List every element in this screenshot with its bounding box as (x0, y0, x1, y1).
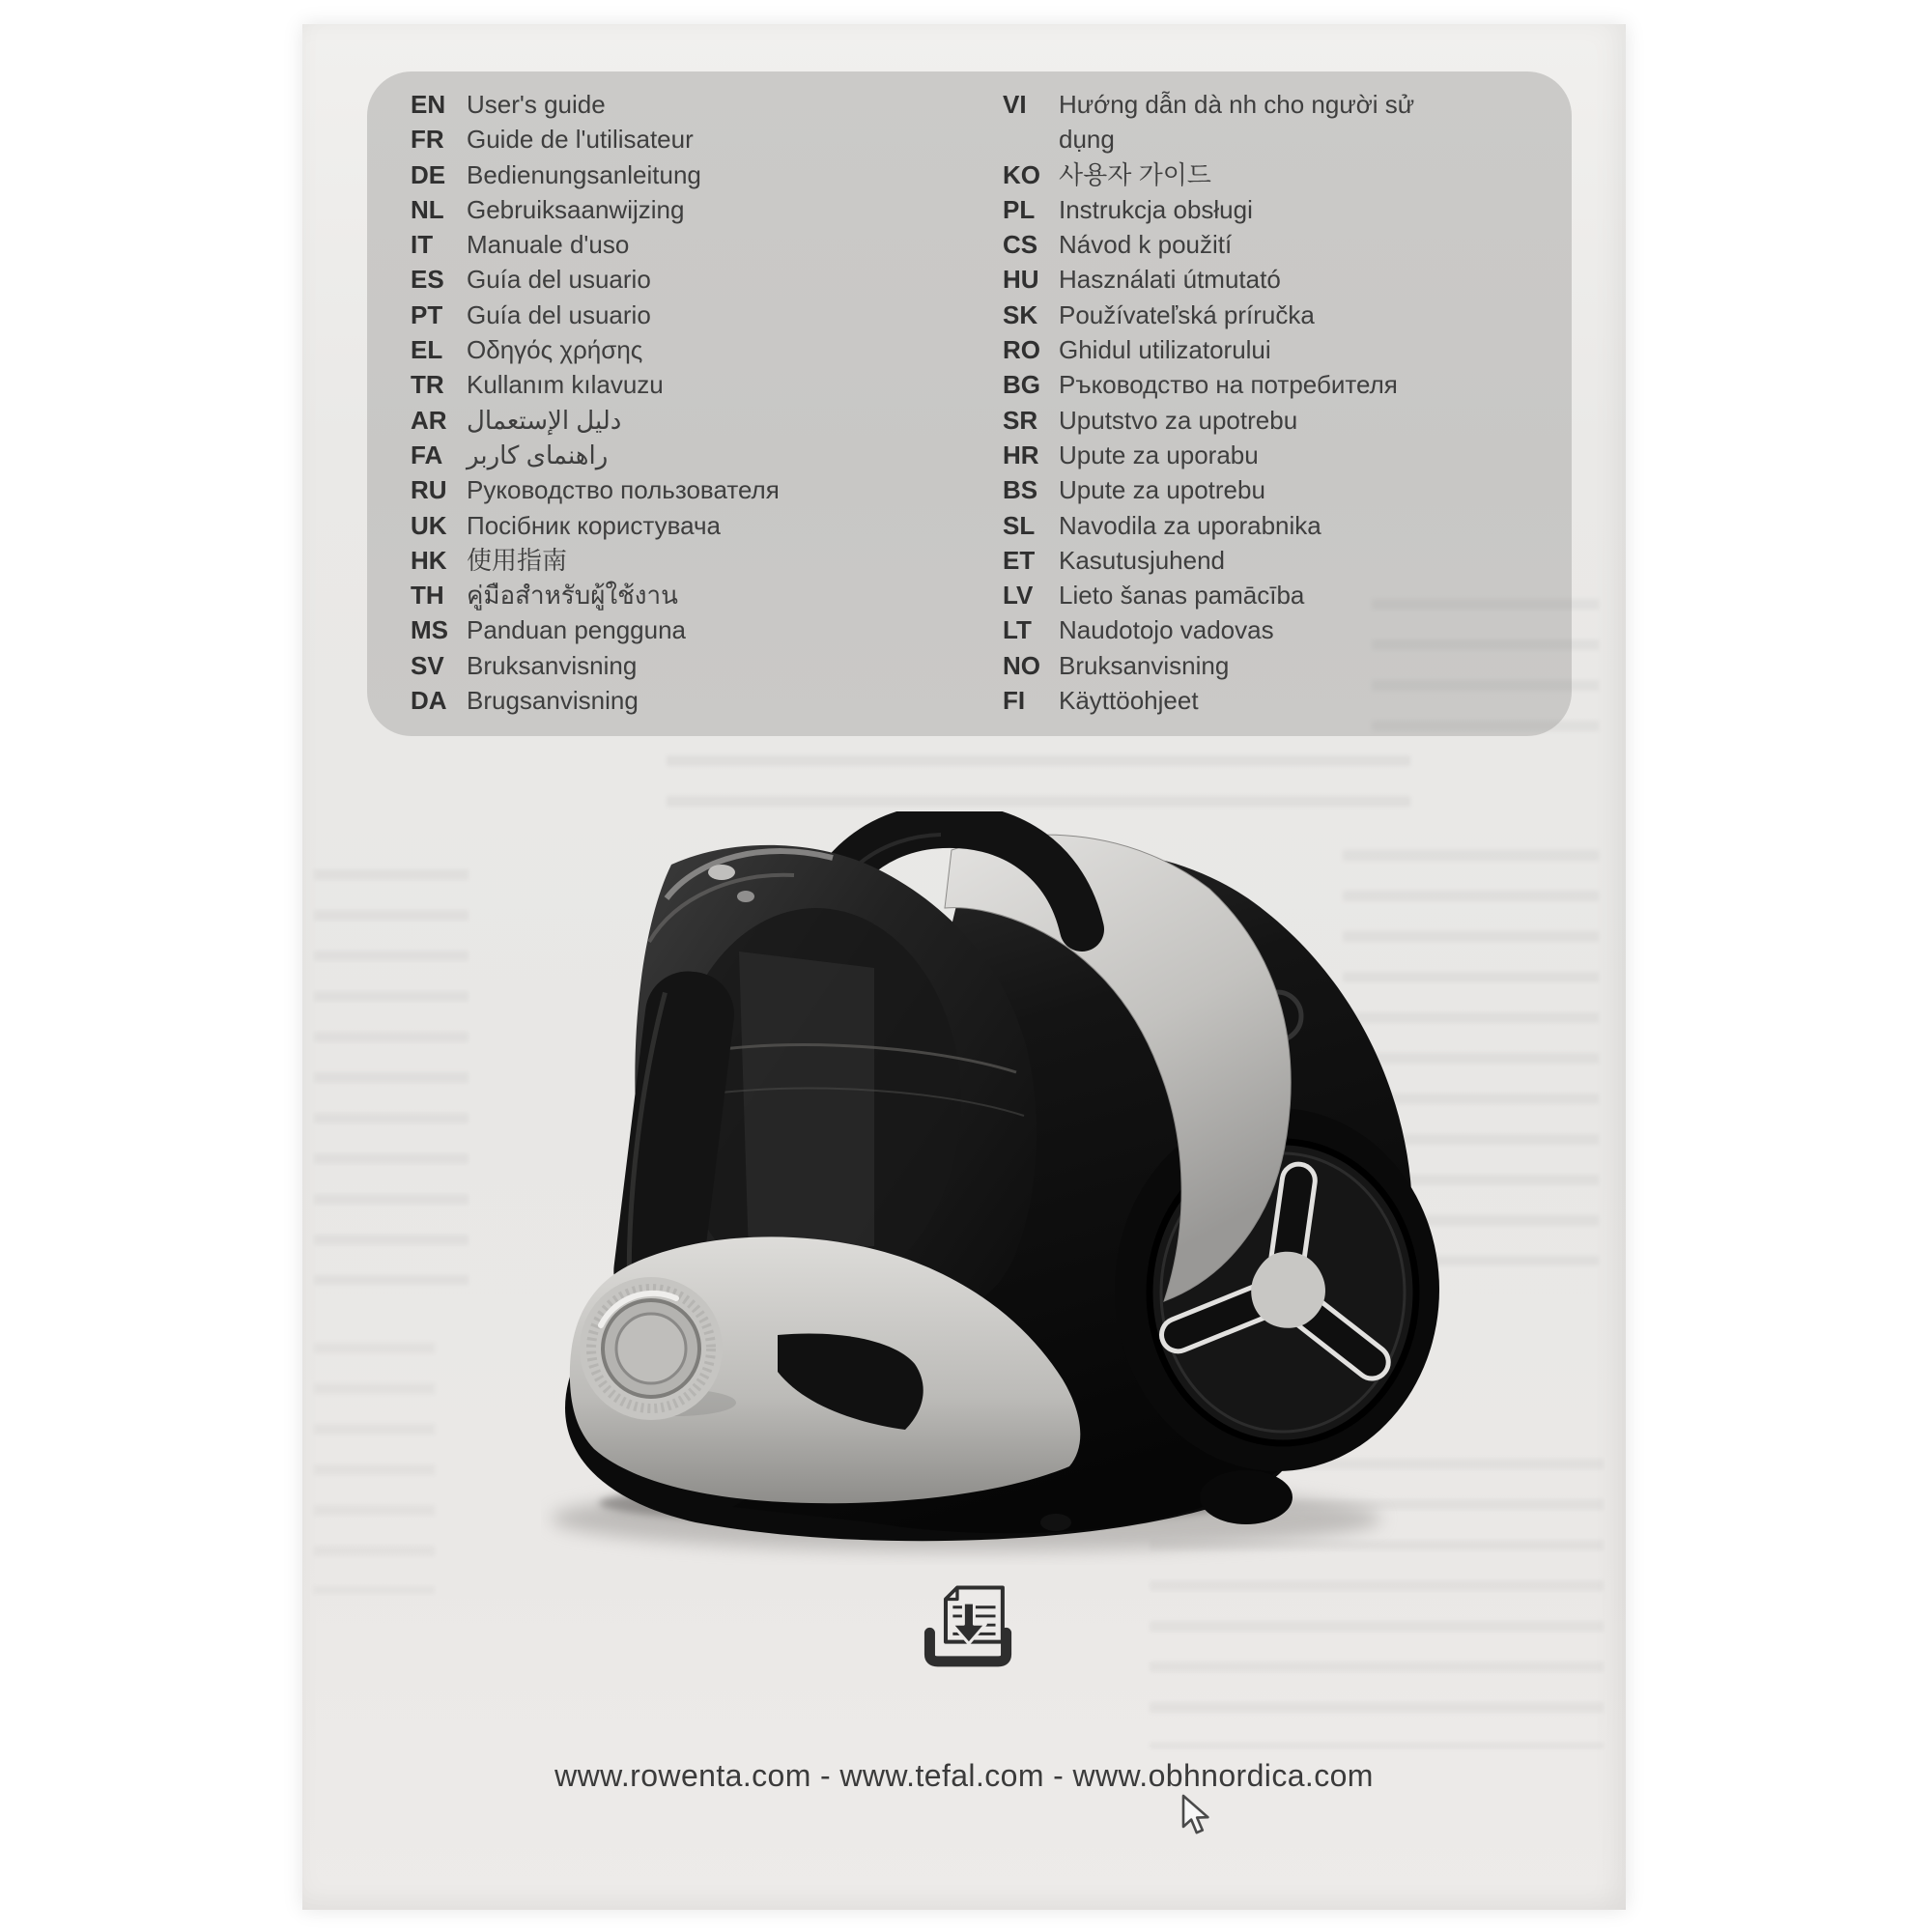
mouse-cursor (1180, 1793, 1215, 1837)
language-row (411, 578, 952, 612)
language-code: BS (1003, 475, 1038, 505)
language-code: HR (1003, 440, 1039, 469)
language-row (1003, 298, 1544, 332)
language-row (411, 298, 952, 332)
language-row (411, 472, 952, 507)
language-label: Uputstvo za upotrebu (1059, 405, 1298, 435)
language-row (1003, 87, 1544, 157)
language-label: Používateľská príručka (1059, 299, 1315, 329)
language-code: ET (1003, 545, 1036, 575)
language-label: دليل الإستعمال (467, 405, 622, 435)
language-row (411, 87, 952, 122)
language-label: Посібник користувача (467, 510, 722, 540)
language-label: Gebruiksaanwijzing (467, 194, 685, 224)
language-code: UK (411, 510, 447, 540)
language-code: DA (411, 686, 447, 716)
language-code: LT (1003, 615, 1032, 645)
language-code: PL (1003, 194, 1036, 224)
language-row (411, 683, 952, 718)
language-code: NO (1003, 650, 1040, 680)
language-label: Käyttöohjeet (1059, 686, 1199, 716)
language-code: FA (411, 440, 443, 469)
language-row (1003, 403, 1544, 438)
language-label: Návod k použití (1059, 230, 1233, 260)
language-code: KO (1003, 159, 1040, 189)
bleed-through-text (314, 869, 469, 1285)
language-label: Руководство пользователя (467, 475, 780, 505)
language-code: TH (411, 581, 444, 611)
language-row (1003, 157, 1544, 192)
foot (1040, 1514, 1071, 1531)
language-code: MS (411, 615, 448, 645)
language-label: Navodila za uporabnika (1059, 510, 1321, 540)
language-code: LV (1003, 581, 1034, 611)
language-code: FI (1003, 686, 1026, 716)
language-code: NL (411, 194, 444, 224)
language-label: Használati útmutató (1059, 265, 1281, 295)
language-label: Lieto šanas pamācība (1059, 581, 1305, 611)
language-label: Naudotojo vadovas (1059, 615, 1274, 645)
download-manual-icon (922, 1582, 1014, 1671)
language-label: Panduan pengguna (467, 615, 687, 645)
language-code: HU (1003, 265, 1039, 295)
language-code: SR (1003, 405, 1038, 435)
language-row (411, 262, 952, 297)
language-row (411, 227, 952, 262)
language-label: Guía del usuario (467, 299, 651, 329)
language-row (1003, 367, 1544, 402)
language-code: ES (411, 265, 444, 295)
language-row (411, 508, 952, 543)
language-row (411, 122, 952, 156)
language-label: Bruksanvisning (1059, 650, 1230, 680)
language-row (411, 367, 952, 402)
language-label: 使用指南 (467, 545, 568, 575)
language-label: Upute za uporabu (1059, 440, 1259, 469)
language-code: FR (411, 125, 444, 155)
language-label: Brugsanvisning (467, 686, 639, 716)
language-code: SV (411, 650, 444, 680)
language-row (411, 332, 952, 367)
language-code: IT (411, 230, 434, 260)
language-row (1003, 192, 1544, 227)
language-row (411, 403, 952, 438)
language-label: Instrukcja obsługi (1059, 194, 1253, 224)
language-row (1003, 438, 1544, 472)
language-code: DE (411, 159, 446, 189)
document-fold-corner (946, 1588, 957, 1600)
language-row (1003, 332, 1544, 367)
language-label: Ръководство на потребителя (1059, 370, 1398, 400)
language-label: Manuale d'uso (467, 230, 630, 260)
language-code: RU (411, 475, 447, 505)
language-label: Hướng dẫn dà nh cho người sử dụng (1059, 90, 1415, 155)
language-code: PT (411, 299, 443, 329)
language-code: SK (1003, 299, 1038, 329)
language-row (411, 157, 952, 192)
language-label: Ghidul utilizatorului (1059, 335, 1271, 365)
language-code: SL (1003, 510, 1036, 540)
language-label: User's guide (467, 90, 606, 119)
language-label: Bruksanvisning (467, 650, 638, 680)
language-label: คู่มือสำหรับผู้ใช้งาน (467, 581, 678, 611)
language-row (1003, 543, 1544, 578)
language-label: 사용자 가이드 (1059, 159, 1211, 189)
language-code: EN (411, 90, 446, 119)
language-row (411, 438, 952, 472)
language-code: CS (1003, 230, 1038, 260)
vacuum-cleaner-photo (541, 811, 1449, 1565)
bleed-through-text (314, 1343, 435, 1594)
language-row (1003, 472, 1544, 507)
website-urls: www.rowenta.com - www.tefal.com - www.obhnordica.com (554, 1758, 1374, 1793)
language-code: AR (411, 405, 447, 435)
language-row (411, 543, 952, 578)
language-code: BG (1003, 370, 1040, 400)
language-label: Kasutusjuhend (1059, 545, 1226, 575)
language-label: Kullanım kılavuzu (467, 370, 664, 400)
language-row (411, 192, 952, 227)
bleed-through-text (1372, 599, 1599, 734)
language-row (411, 648, 952, 683)
language-code: RO (1003, 335, 1040, 365)
language-label: Οδηγός χρήσης (467, 335, 643, 365)
language-row (1003, 227, 1544, 262)
front-wheel (1200, 1470, 1293, 1524)
language-code: EL (411, 335, 443, 365)
hose-connector-cap (580, 1277, 723, 1420)
language-label: Guide de l'utilisateur (467, 125, 694, 155)
language-code: HK (411, 545, 447, 575)
language-label: Bedienungsanleitung (467, 159, 701, 189)
language-code: VI (1003, 90, 1027, 119)
language-label: Guía del usuario (467, 265, 651, 295)
language-label: Upute za upotrebu (1059, 475, 1265, 505)
language-label: راهنمای کاربر (467, 440, 609, 469)
language-list-left (411, 87, 952, 718)
language-row (411, 612, 952, 647)
language-row (1003, 262, 1544, 297)
language-code: TR (411, 370, 444, 400)
language-row (1003, 508, 1544, 543)
